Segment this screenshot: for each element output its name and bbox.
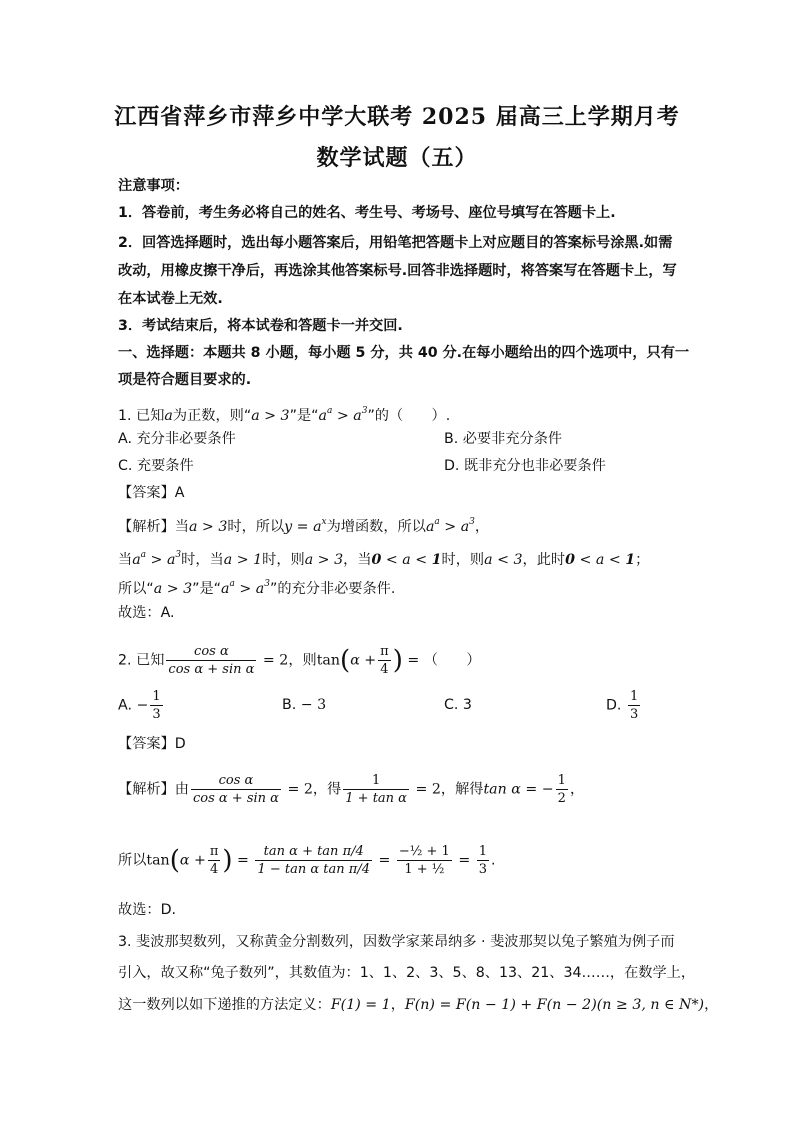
q1-explanation-line1: 【解析】当a > 3时，所以$y = a^x$为增函数，所以$a^a > a^3$， bbox=[118, 517, 490, 535]
q2-choose: 故选：D. bbox=[118, 902, 176, 918]
section-heading-line1: 一、选择题：本题共 8 小题，每小题 5 分，共 40 分.在每小题给出的四个选项中，只有一 bbox=[118, 345, 690, 361]
notice-item-2a: 2．回答选择题时，选出每小题答案后，用铅笔把答题卡上对应题目的答案标号涂黑.如需 bbox=[118, 235, 673, 251]
q1-option-b: B. 必要非充分条件 bbox=[444, 431, 563, 447]
q2-option-b: B. − 3 bbox=[282, 697, 327, 713]
exam-title: 江西省萍乡市萍乡中学大联考 2025 届高三上学期月考 bbox=[114, 104, 680, 130]
q2-answer: 【答案】D bbox=[118, 736, 186, 752]
q1-option-c: C. 充要条件 bbox=[118, 458, 194, 474]
question-3-line3: 这一数列以如下递推的方法定义：F(1) = 1，F(n) = F(n − 1) + F(n − 2)(n ≥ 3, n ∈ N*)， bbox=[118, 997, 719, 1013]
q1-explanation-line2: 当$a^a > a^3$时，当a > 1时，则a > 3，当0 < a < 1时，则a < 3，此时0 < a < 1； bbox=[118, 550, 650, 568]
q1-answer: 【答案】A bbox=[118, 485, 185, 501]
notice-heading: 注意事项： bbox=[118, 178, 189, 194]
q1-explanation-line3: 所以“a > 3”是“$a^a > a^3$”的充分非必要条件. bbox=[118, 579, 396, 597]
q2-option-a: A. − $\frac{1}{3}$ bbox=[118, 689, 161, 722]
notice-item-2b: 改动，用橡皮擦干净后，再选涂其他答案标号.回答非选择题时，将答案写在答题卡上，写 bbox=[118, 263, 677, 279]
q2-option-d: D. $\frac{1}{3}$ bbox=[606, 689, 639, 722]
q2-explanation-line1: 【解析】由 $\frac{\text{cos α}}{\text{cos α + sin α}}$ = 2，得 $\frac{1}{\text{1 + tan α}}$ = 2，解得tan α = − $\frac{1}{2}$ ， bbox=[118, 773, 585, 806]
notice-item-3: 3．考试结束后，将本试卷和答题卡一并交回. bbox=[118, 318, 403, 334]
notice-item-2c: 在本试卷上无效. bbox=[118, 291, 223, 307]
question-1-stem: 1. 已知a为正数，则“a > 3”是“$a^a > a^3$”的（ ）. bbox=[118, 406, 451, 424]
q1-option-d: D. 既非充分也非必要条件 bbox=[444, 458, 606, 474]
question-3-line1: 3. 斐波那契数列，又称黄金分割数列，因数学家莱昂纳多 · 斐波那契以兔子繁殖为例子而 bbox=[118, 934, 675, 950]
question-3-line2: 引入，故又称“兔子数列”，其数值为：1、1、2、3、5、8、13、21、34……，在数学上， bbox=[118, 965, 696, 981]
q2-option-c: C. 3 bbox=[444, 697, 472, 713]
notice-item-1: 1．答卷前，考生务必将自己的姓名、考生号、考场号、座位号填写在答题卡上. bbox=[118, 205, 616, 221]
q1-choose: 故选：A. bbox=[118, 605, 175, 621]
exam-subtitle: 数学试题（五） bbox=[316, 145, 478, 171]
section-heading-line2: 项是符合题目要求的. bbox=[118, 372, 252, 388]
question-2-stem: 2. 已知 $\frac{\text{cos α}}{\text{cos α + sin α}}$ = 2，则tan(α + $\frac{\pi}{4}$ ) = （ ） bbox=[118, 644, 481, 677]
q2-explanation-line2: 所以tan(α + $\frac{\pi}{4}$ ) = $\frac{\text{tan α + tan π/4}}{\text{1 − tan α tan π/4}}$ = $\frac{\text{−½ + 1}}{\text{1 + ½}}$ = $\frac{1}{3}$ . bbox=[118, 844, 496, 877]
q1-option-a: A. 充分非必要条件 bbox=[118, 431, 236, 447]
